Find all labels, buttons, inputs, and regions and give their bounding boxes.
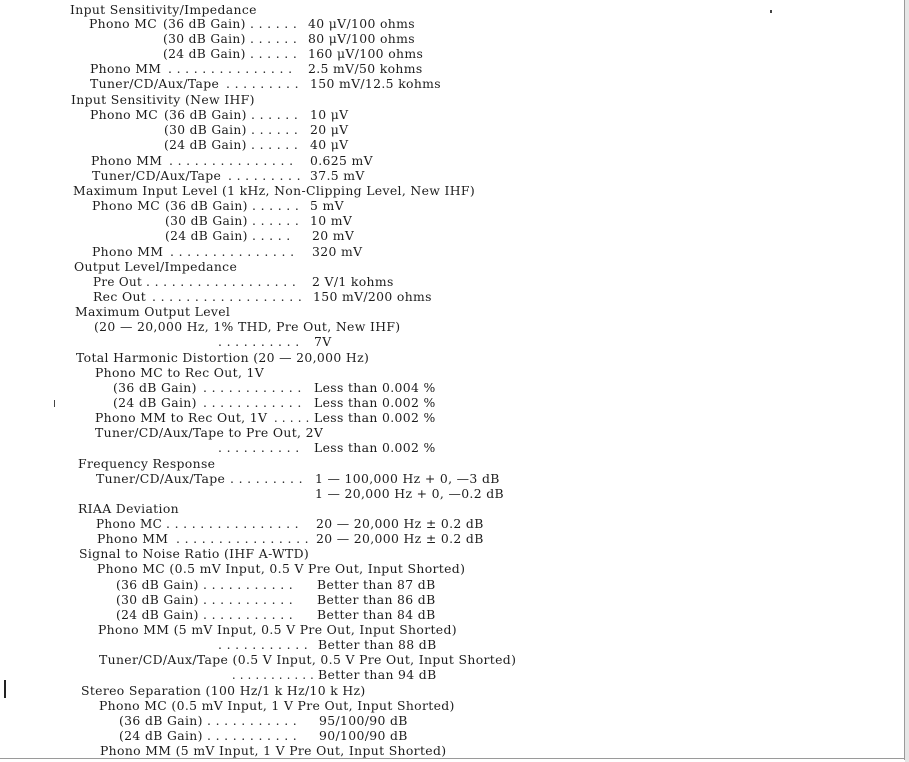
spec-dots: . . . . . . . . . . . (232, 667, 315, 682)
spec-dots: . . . . . . (250, 31, 298, 46)
spec-dots: . . . . . . . . . . . . . . . . . . (152, 289, 303, 304)
spec-dots: . . . . . . . . . . . . . . . . (166, 516, 299, 531)
spec-label: Phono MM to Rec Out, 1V (95, 410, 268, 425)
spec-dots: . . . . . . (251, 122, 299, 137)
scan-mark-edge (4, 680, 6, 698)
spec-value: Less than 0.002 % (314, 410, 436, 425)
spec-dots: . . . . . . . . . . . (203, 607, 294, 622)
spec-label: Input Sensitivity (New IHF) (71, 92, 255, 107)
spec-label: RIAA Deviation (78, 501, 179, 516)
spec-value: 20 — 20,000 Hz ± 0.2 dB (316, 531, 484, 546)
spec-label: Phono MC (0.5 mV Input, 1 V Pre Out, Input Shorted) (99, 698, 455, 713)
spec-value: 10 μV (310, 107, 349, 122)
spec-dots: . . . . . . . . . . . . . . . (169, 153, 294, 168)
spec-dots: . . . . . . (251, 137, 299, 152)
spec-dots: . . . . . . . . . (226, 76, 299, 91)
spec-dots: . . . . . . . . . . . (207, 728, 298, 743)
spec-sub: (24 dB Gain) (165, 228, 248, 243)
spec-value: 2 V/1 kohms (312, 274, 394, 289)
spec-label: Phono MC to Rec Out, 1V (95, 365, 265, 380)
spec-dots: . . . . . . (250, 46, 298, 61)
spec-value: 10 mV (310, 213, 353, 228)
spec-value: 7V (314, 334, 332, 349)
spec-label: Phono MC (90, 107, 159, 122)
spec-value: 40 μV/100 ohms (308, 16, 415, 31)
spec-dots: . . . . . . (251, 107, 299, 122)
spec-value: 20 — 20,000 Hz ± 0.2 dB (316, 516, 484, 531)
spec-label: Frequency Response (78, 456, 216, 471)
spec-value: 95/100/90 dB (319, 713, 408, 728)
spec-dots: . . . . . . . . . . . . (203, 395, 302, 410)
spec-dots: . . . . . . . . . . . . . . . (168, 61, 293, 76)
spec-value: Better than 86 dB (317, 592, 436, 607)
spec-sub: (36 dB Gain) (164, 107, 247, 122)
spec-dots: . . . . . . . . . . . (203, 577, 294, 592)
spec-label: Tuner/CD/Aux/Tape (0.5 V Input, 0.5 V Pre Out, Input Shorted) (99, 652, 517, 667)
spec-dots: . . . . . (274, 410, 310, 425)
spec-label: Phono MM (5 mV Input, 0.5 V Pre Out, Input Shorted) (98, 622, 457, 637)
spec-label: Total Harmonic Distortion (20 — 20,000 Hz) (76, 350, 370, 365)
spec-label: Phono MC (92, 198, 161, 213)
spec-dots: . . . . . . (250, 16, 298, 31)
spec-dots: . . . . . . . . . . . (218, 637, 309, 652)
spec-label: Phono MM (5 mV Input, 1 V Pre Out, Input Shorted) (100, 743, 447, 758)
spec-sub: (24 dB Gain) (113, 395, 197, 410)
spec-dots: . . . . . . . . . . . (207, 713, 298, 728)
spec-sub: (30 dB Gain) (164, 122, 247, 137)
spec-value: 2.5 mV/50 kohms (308, 61, 423, 76)
spec-dots: . . . . . . . . . (228, 168, 301, 183)
spec-value: 5 mV (310, 198, 344, 213)
spec-dots: . . . . . (252, 228, 291, 243)
spec-value: Better than 88 dB (318, 637, 437, 652)
spec-value: 37.5 mV (310, 168, 365, 183)
spec-label: Maximum Output Level (75, 304, 231, 319)
spec-sub: (30 dB Gain) (165, 213, 248, 228)
spec-label: Phono MM (97, 531, 169, 546)
spec-sub: (24 dB Gain) (164, 137, 247, 152)
spec-label: Tuner/CD/Aux/Tape (92, 168, 222, 183)
spec-sub: (30 dB Gain) (116, 592, 199, 607)
spec-value: 40 μV (310, 137, 349, 152)
spec-value: Better than 87 dB (317, 577, 436, 592)
spec-label: Rec Out (93, 289, 147, 304)
spec-sub: (24 dB Gain) (163, 46, 246, 61)
spec-value: 1 — 100,000 Hz + 0, —3 dB (315, 471, 500, 486)
spec-dots: . . . . . . . . . . (218, 334, 300, 349)
spec-dots: . . . . . . . . . (230, 471, 303, 486)
spec-sub: (24 dB Gain) (119, 728, 203, 743)
spec-dots: . . . . . . . . . . . . (203, 380, 302, 395)
spec-dots: . . . . . . . . . . . . . . . . (176, 531, 309, 546)
spec-value: Better than 94 dB (318, 667, 437, 682)
spec-dots: . . . . . . (252, 213, 300, 228)
scan-mark-top (770, 10, 772, 13)
spec-value: Less than 0.002 % (314, 440, 436, 455)
spec-label: Input Sensitivity/Impedance (70, 2, 257, 17)
spec-label: (20 — 20,000 Hz, 1% THD, Pre Out, New IHF) (94, 319, 401, 334)
spec-sub: (24 dB Gain) (116, 607, 199, 622)
spec-dots: . . . . . . . . . . . . . . . (170, 244, 295, 259)
spec-sub: (30 dB Gain) (163, 31, 246, 46)
spec-label: Tuner/CD/Aux/Tape to Pre Out, 2V (95, 425, 324, 440)
spec-value: Less than 0.002 % (314, 395, 436, 410)
spec-value: 150 mV/12.5 kohms (310, 76, 441, 91)
spec-label: Output Level/Impedance (74, 259, 238, 274)
spec-sub: (36 dB Gain) (113, 380, 197, 395)
spec-label: Tuner/CD/Aux/Tape (96, 471, 226, 486)
spec-dots: . . . . . . (252, 198, 300, 213)
spec-value: 150 mV/200 ohms (313, 289, 432, 304)
spec-value: 0.625 mV (310, 153, 373, 168)
spec-label: Maximum Input Level (1 kHz, Non-Clipping Level, New IHF) (73, 183, 476, 198)
spec-label: Tuner/CD/Aux/Tape (90, 76, 220, 91)
spec-label: Stereo Separation (100 Hz/1 k Hz/10 k Hz) (81, 683, 366, 698)
viewer-background (905, 0, 909, 762)
spec-value: Better than 84 dB (317, 607, 436, 622)
spec-value: 20 μV (310, 122, 349, 137)
spec-label: Phono MC (96, 516, 163, 531)
spec-value: 320 mV (312, 244, 363, 259)
spec-label: Phono MM (91, 153, 163, 168)
spec-label: Phono MC (89, 16, 158, 31)
spec-dots: . . . . . . . . . . (218, 440, 300, 455)
spec-label: Phono MM (92, 244, 164, 259)
page-border-bottom (0, 758, 905, 759)
spec-value: 90/100/90 dB (319, 728, 408, 743)
spec-sub: (36 dB Gain) (163, 16, 246, 31)
spec-value: 20 mV (312, 228, 355, 243)
spec-dots: . . . . . . . . . . . . . . . . . . (146, 274, 297, 289)
spec-value: 1 — 20,000 Hz + 0, —0.2 dB (315, 486, 504, 501)
spec-dots: . . . . . . . . . . . (203, 592, 294, 607)
spec-sub: (36 dB Gain) (165, 198, 248, 213)
spec-label: Phono MM (90, 61, 162, 76)
spec-label: Pre Out (93, 274, 143, 289)
spec-value: 160 μV/100 ohms (308, 46, 424, 61)
spec-value: Less than 0.004 % (314, 380, 436, 395)
spec-sub: (36 dB Gain) (119, 713, 203, 728)
spec-value: 80 μV/100 ohms (308, 31, 415, 46)
spec-label: Phono MC (0.5 mV Input, 0.5 V Pre Out, Input Shorted) (97, 561, 466, 576)
spec-sub: (36 dB Gain) (116, 577, 199, 592)
scan-mark-left (54, 400, 55, 407)
spec-label: Signal to Noise Ratio (IHF A-WTD) (79, 546, 310, 561)
